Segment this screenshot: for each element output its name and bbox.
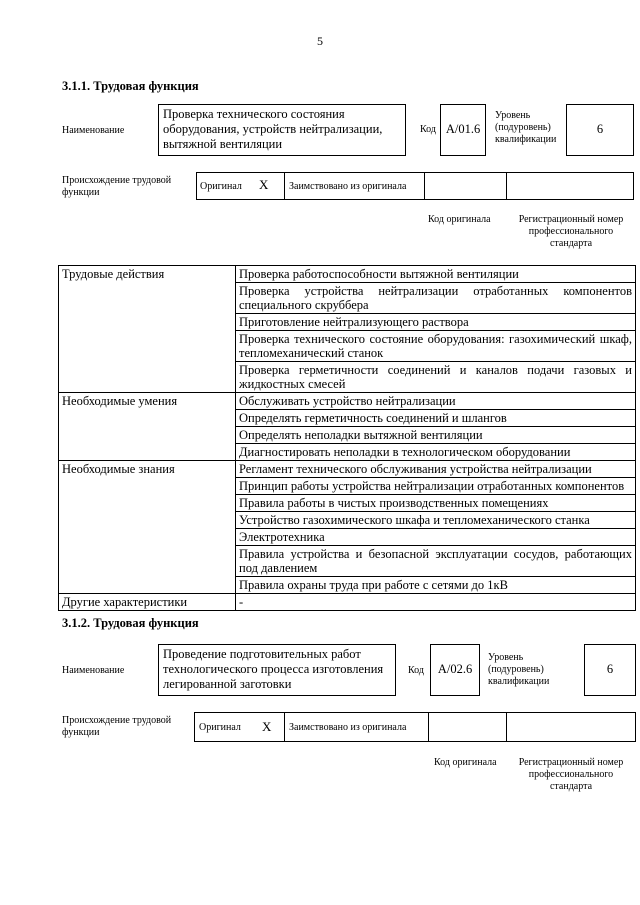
reg-number-label: Регистрационный номер профессионального стандарта [518, 214, 624, 249]
divider [428, 712, 429, 742]
other-value: - [236, 594, 636, 611]
action-item: Проверка технического состояние оборудования: газохимический шкаф, тепломеханический станок [236, 331, 636, 362]
page-number: 5 [317, 34, 323, 48]
original-label: Оригинал [199, 722, 241, 733]
divider [284, 712, 285, 742]
skill-item: Диагностировать неполадки в технологическом оборудовании [236, 444, 636, 461]
knowledge-item: Правила охраны труда при работе с сетями до 1кВ [236, 577, 636, 594]
origin-label: Происхождение трудовой функции [62, 715, 172, 738]
section-title-3-1-2: 3.1.2. Трудовая функция [62, 616, 199, 630]
action-item: Проверка герметичности соединений и каналов подачи газовых и жидкостных смесей [236, 362, 636, 393]
knowledge-label: Необходимые знания [59, 461, 236, 594]
level-label: Уровень (подуровень) квалификации [495, 110, 557, 145]
divider [424, 172, 425, 200]
origin-row [194, 712, 636, 742]
level-label: Уровень (подуровень) квалификации [488, 652, 550, 687]
skills-label: Необходимые умения [59, 393, 236, 461]
borrowed-label: Заимствовано из оригинала [289, 181, 407, 192]
section-title-3-1-1: 3.1.1. Трудовая функция [62, 79, 199, 93]
code-box [440, 104, 486, 156]
function-name: Проведение подготовительных работ технологического процесса изготовления легированной заготовки [163, 647, 384, 691]
action-item: Приготовление нейтрализующего раствора [236, 314, 636, 331]
knowledge-item: Регламент технического обслуживания устройства нейтрализации [236, 461, 636, 478]
action-item: Проверка устройства нейтрализации отработанных компонентов специального скруббера [236, 283, 636, 314]
reg-number-label: Регистрационный номер профессионального стандарта [518, 757, 624, 792]
function-details-table [58, 265, 636, 611]
function-name-box [158, 644, 396, 696]
original-mark: X [259, 177, 269, 192]
qualification-level: 6 [606, 662, 614, 676]
divider [506, 712, 507, 742]
function-code: A/02.6 [437, 662, 473, 676]
original-code-label: Код оригинала [428, 214, 491, 225]
divider [284, 172, 285, 200]
function-code: A/01.6 [445, 122, 481, 136]
original-code-label: Код оригинала [434, 757, 497, 768]
original-mark: X [262, 719, 272, 734]
level-box [566, 104, 634, 156]
code-box [430, 644, 480, 696]
knowledge-item: Принцип работы устройства нейтрализации отработанных компонентов [236, 478, 636, 495]
actions-label: Трудовые действия [59, 266, 236, 393]
code-label: Код [420, 124, 436, 135]
level-box [584, 644, 636, 696]
skill-item: Определять герметичность соединений и шлангов [236, 410, 636, 427]
borrowed-label: Заимствовано из оригинала [289, 722, 407, 733]
other-label: Другие характеристики [59, 594, 236, 611]
code-label: Код [408, 665, 424, 676]
original-label: Оригинал [200, 181, 242, 192]
origin-label: Происхождение трудовой функции [62, 175, 172, 198]
skill-item: Обслуживать устройство нейтрализации [236, 393, 636, 410]
knowledge-item: Электротехника [236, 529, 636, 546]
skill-item: Определять неполадки вытяжной вентиляции [236, 427, 636, 444]
name-label: Наименование [62, 665, 125, 676]
divider [506, 172, 507, 200]
function-name-box [158, 104, 406, 156]
knowledge-item: Правила устройства и безопасной эксплуатации сосудов, работающих под давлением [236, 546, 636, 577]
knowledge-item: Правила работы в чистых производственных помещениях [236, 495, 636, 512]
action-item: Проверка работоспособности вытяжной вентиляции [236, 266, 636, 283]
function-name: Проверка технического состояния оборудования, устройств нейтрализации, вытяжной вентиляции [163, 107, 383, 151]
knowledge-item: Устройство газохимического шкафа и тепломеханического станка [236, 512, 636, 529]
qualification-level: 6 [596, 122, 604, 136]
name-label: Наименование [62, 125, 125, 136]
